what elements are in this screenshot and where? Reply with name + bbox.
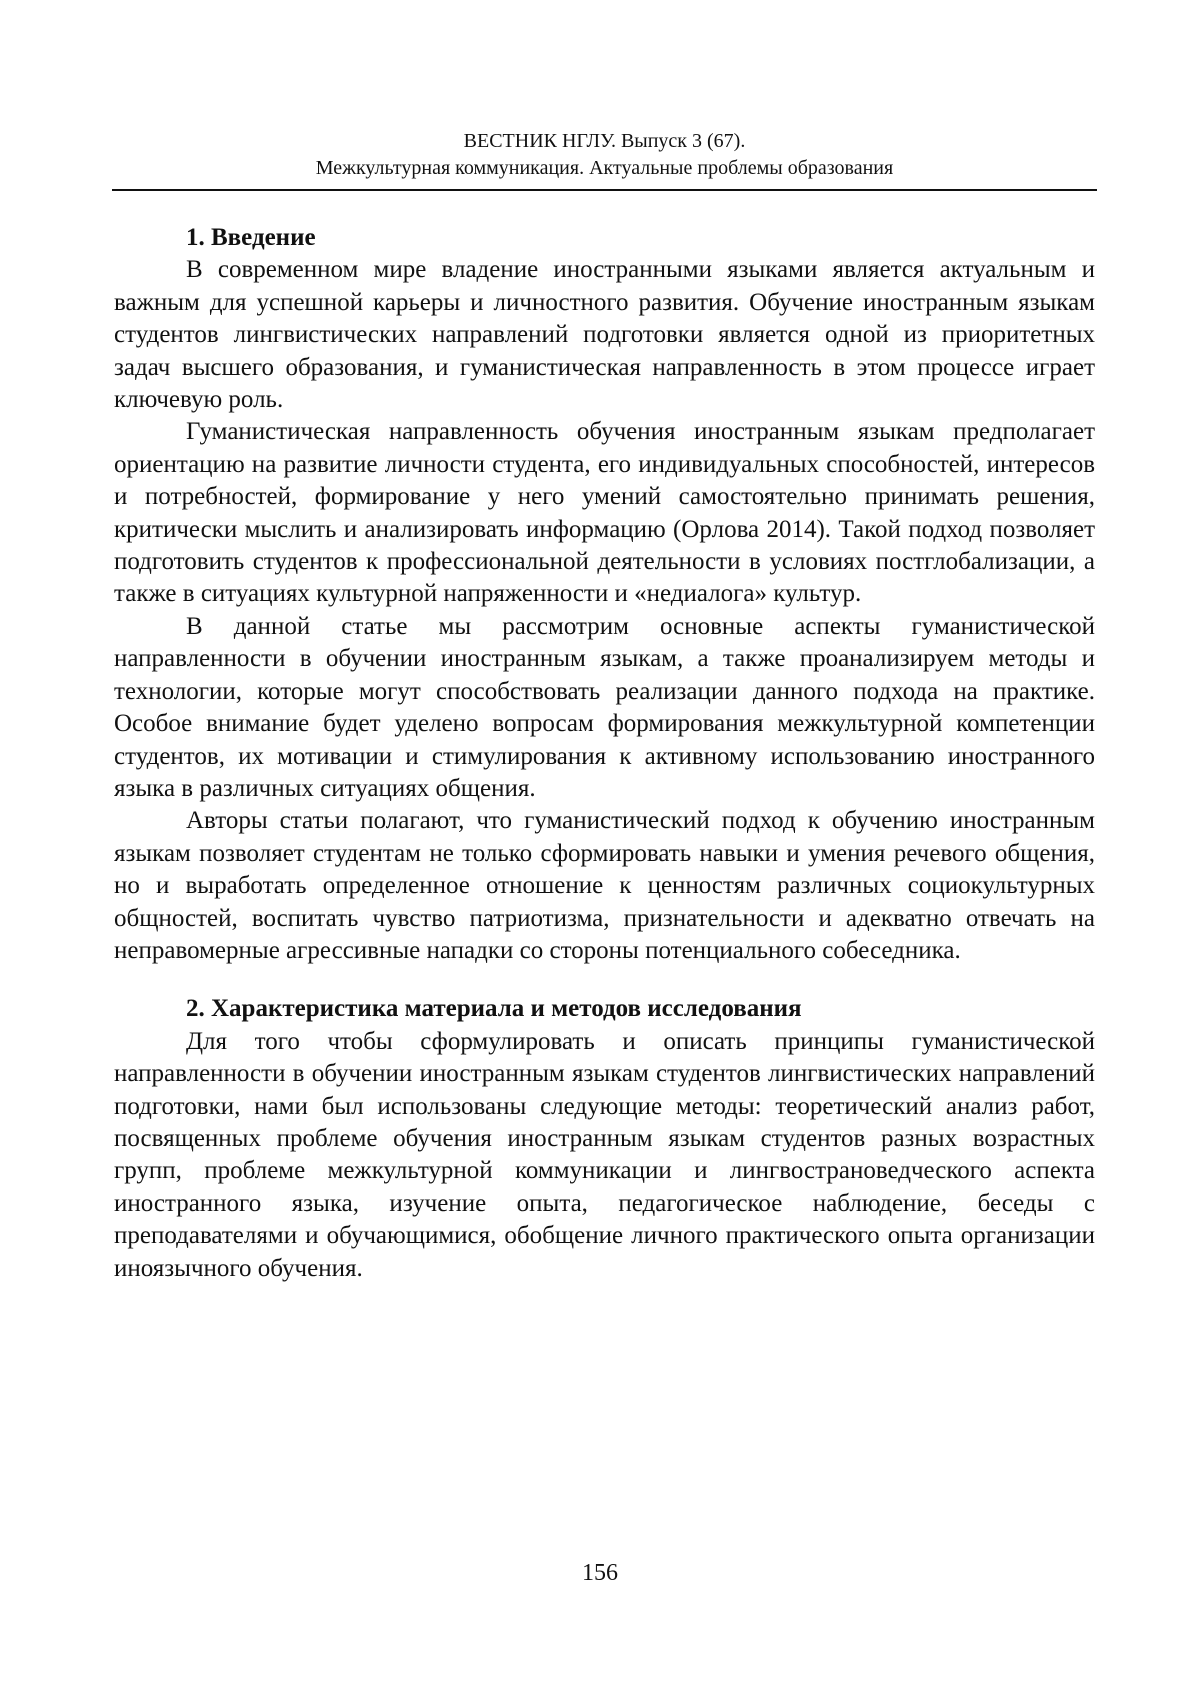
paragraph: В данной статье мы рассмотрим основные аспекты гуманистической направленности в обучении иностранным языкам, а также проанализируем методы и технологии, которые могут способствовать реализации данного подхода на практике. Особое внимание будет уделено вопросам формирования межкультурной компетенции студентов, их мотивации и стимулирования к активному использованию иностранного языка в различных ситуациях общения. <box>114 611 1095 805</box>
section-heading-materials-methods: 2. Характеристика материала и методов исследования <box>114 993 1095 1025</box>
article-body <box>114 222 1095 1285</box>
section-heading-introduction: 1. Введение <box>114 222 1095 254</box>
journal-title-line: ВЕСТНИК НГЛУ. Выпуск 3 (67). <box>112 128 1097 155</box>
journal-subtitle-line: Межкультурная коммуникация. Актуальные проблемы образования <box>112 155 1097 182</box>
running-header <box>112 128 1097 182</box>
paragraph: Гуманистическая направленность обучения иностранным языкам предполагает ориентацию на развитие личности студента, его индивидуальных способностей, интересов и потребностей, формирование у него умений самостоятельно принимать решения, критически мыслить и анализировать информацию (Орлова 2014). Такой подход позволяет подготовить студентов к профессиональной деятельности в условиях постглобализации, а также в ситуациях культурной напряженности и «недиалога» культур. <box>114 416 1095 610</box>
page-number: 156 <box>0 1558 1200 1588</box>
journal-page <box>0 0 1200 1697</box>
section-spacer <box>114 967 1095 993</box>
paragraph: Для того чтобы сформулировать и описать принципы гуманистической направленности в обучении иностранным языкам студентов лингвистических направлений подготовки, нами был использованы следующие методы: теоретический анализ работ, посвященных проблеме обучения иностранным языкам студентов разных возрастных групп, проблеме межкультурной коммуникации и лингвострановедческого аспекта иностранного языка, изучение опыта, педагогическое наблюдение, беседы с преподавателями и обучающимися, обобщение личного практического опыта организации иноязычного обучения. <box>114 1026 1095 1285</box>
paragraph: Авторы статьи полагают, что гуманистический подход к обучению иностранным языкам позволяет студентам не только сформировать навыки и умения речевого общения, но и выработать определенное отношение к ценностям различных социокультурных общностей, воспитать чувство патриотизма, признательности и адекватно отвечать на неправомерные агрессивные нападки со стороны потенциального собеседника. <box>114 805 1095 967</box>
paragraph: В современном мире владение иностранными языками является актуальным и важным для успешной карьеры и личностного развития. Обучение иностранным языкам студентов лингвистических направлений подготовки является одной из приоритетных задач высшего образования, и гуманистическая направленность в этом процессе играет ключевую роль. <box>114 254 1095 416</box>
header-divider <box>112 189 1097 191</box>
